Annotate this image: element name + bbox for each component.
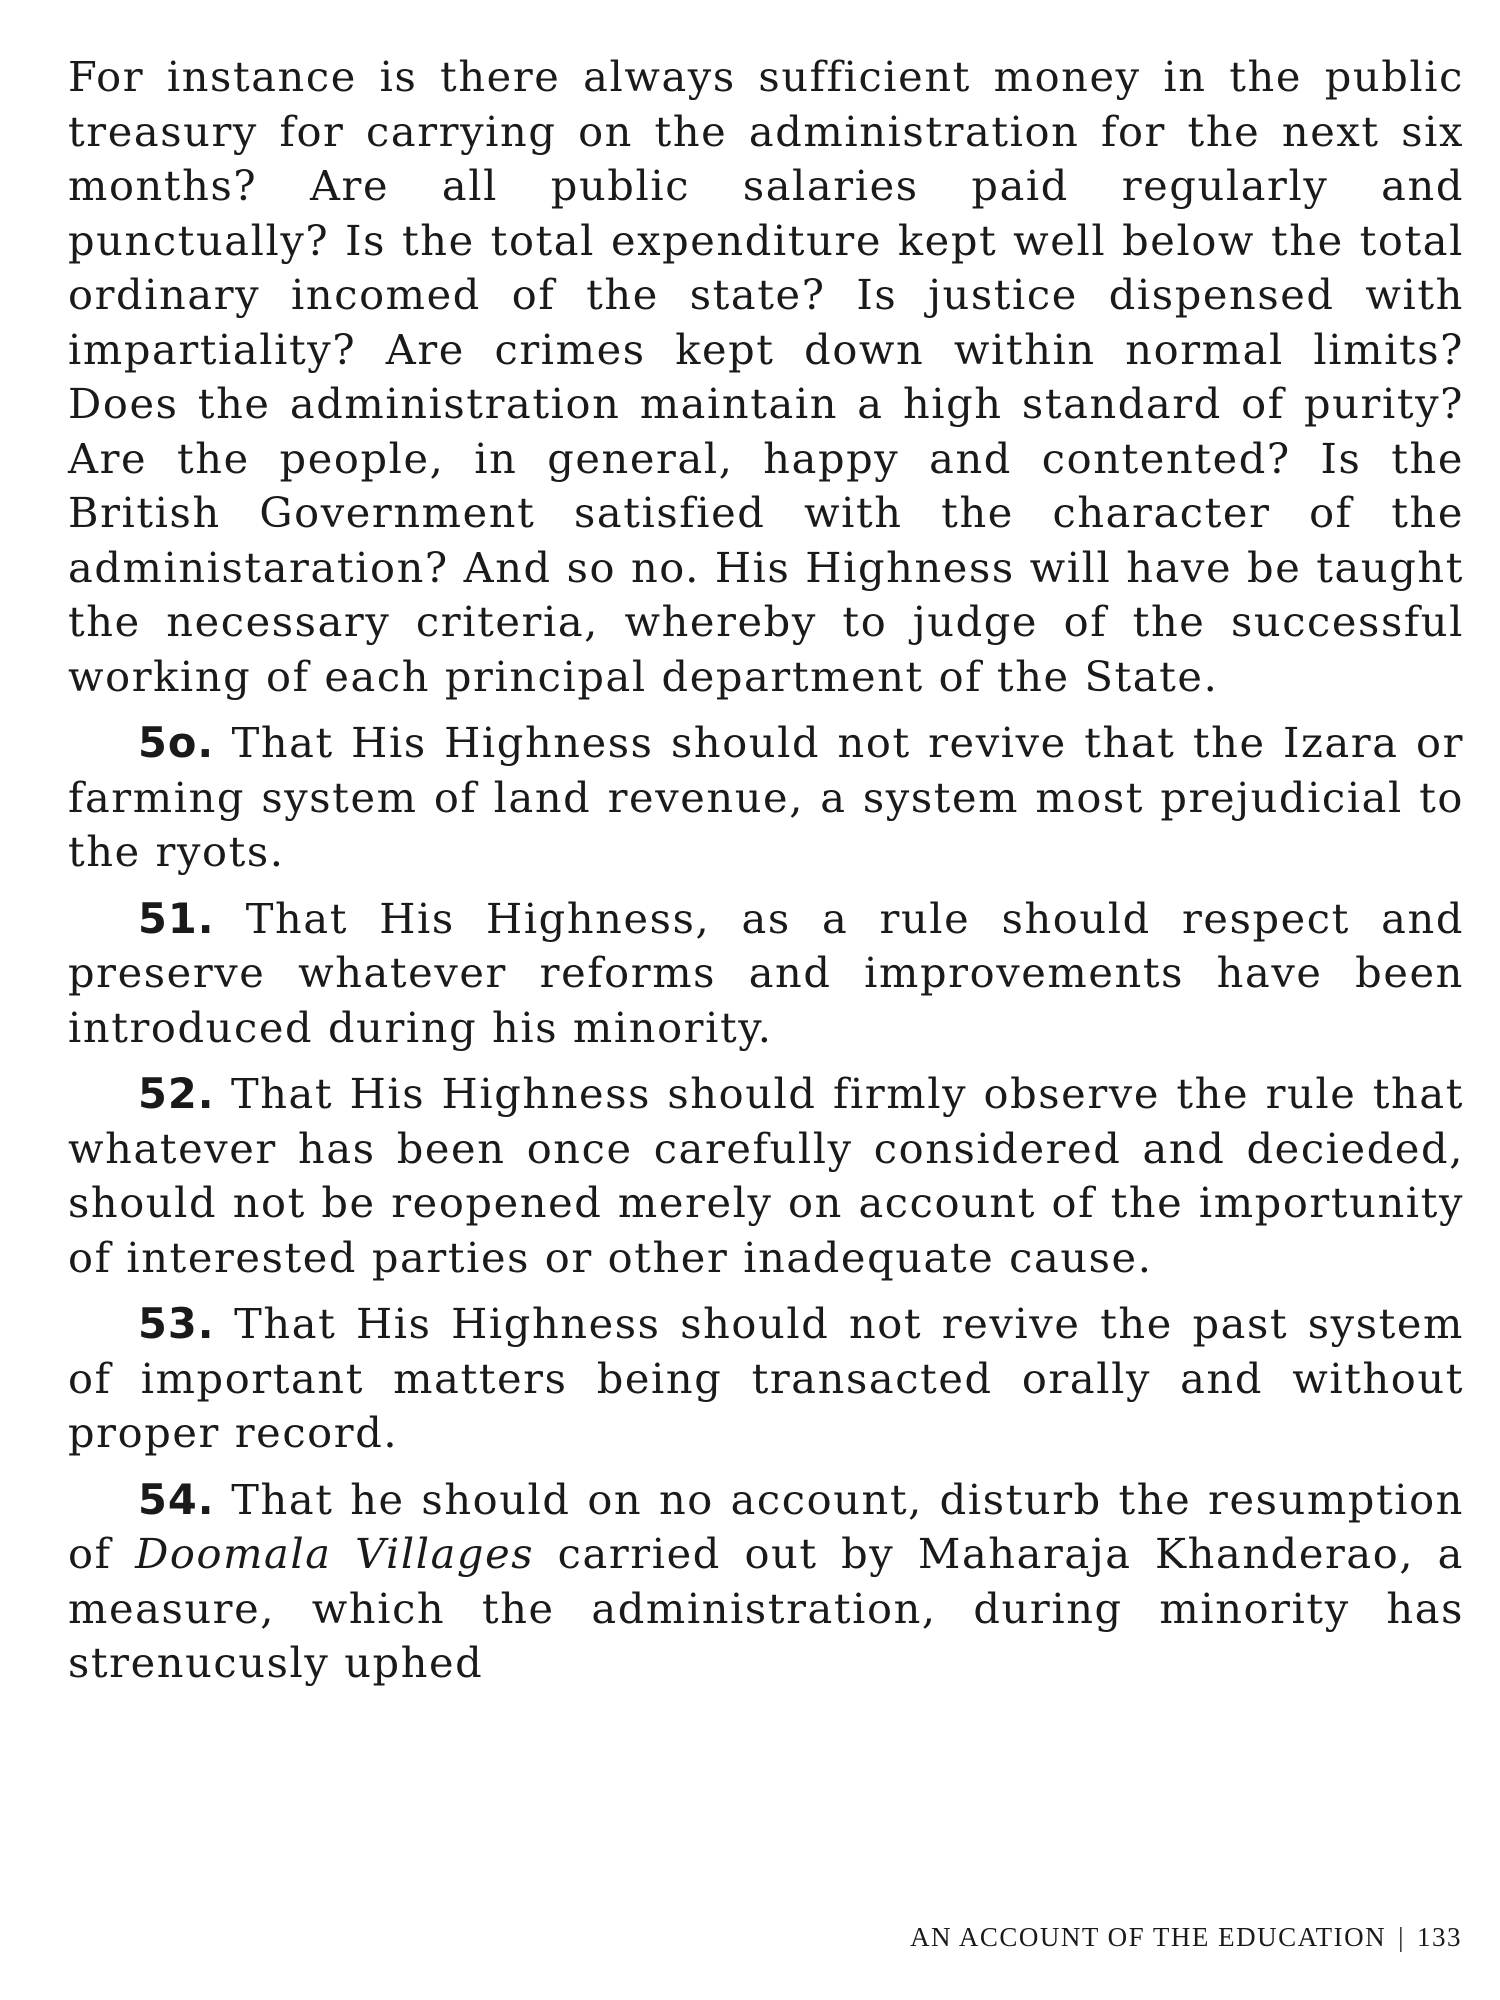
clause-number: 53. <box>138 1299 215 1348</box>
footer-separator: | <box>1398 1922 1405 1952</box>
clause-54 <box>68 1473 1464 1691</box>
clause-text: That His Highness should firmly observe the rule that whatever has been once carefully considered and decieded, should not be reopened merely on account of the importunity of interested parties or other inadequate cause. <box>68 1069 1464 1282</box>
page-footer <box>910 1922 1462 1953</box>
clause-text: That His Highness, as a rule should respect and preserve whatever reforms and improvements have been introduced during his minority. <box>68 893 1464 1052</box>
clause-50 <box>68 716 1464 880</box>
clause-text: That His Highness should not revive that the Izara or farming system of land revenue, a system most prejudicial to the ryots. <box>68 718 1465 876</box>
clause-51 <box>68 892 1464 1056</box>
clause-number: 5o. <box>138 718 215 767</box>
clause-number: 54. <box>138 1474 215 1524</box>
clause-53 <box>68 1297 1464 1461</box>
clause-52 <box>68 1067 1464 1285</box>
clause-text-after: carried out by Maharaja Khanderao, a measure, which the administration, during minority has strenucusly uphed <box>68 1529 1464 1687</box>
clause-text-before: That he should on no account, disturb the resumption of <box>68 1474 1465 1578</box>
intro-paragraph: For instance is there always sufficient money in the public treasury for carrying on the administration for the next six months? Are all public salaries paid regularly and punctually? Is the total expenditure kept well below the total ordinary incomed of the state? Is justice dispensed with impartiality? Are crimes kept down within normal limits? Does the administration maintain a high standard of purity? Are the people, in general, happy and contented? Is the British Government satisfied with the character of the administaration? And so no. His Highness will have be taught the necessary criteria, whereby to judge of the successful working of each principal department of the State. <box>68 52 1464 701</box>
clause-text: That His Highness should not revive the past system of important matters being transacted orally and without proper record. <box>68 1299 1464 1457</box>
page-number: 133 <box>1417 1922 1462 1952</box>
clause-number: 51. <box>138 893 215 943</box>
clause-number: 52. <box>138 1069 215 1118</box>
running-title: AN ACCOUNT OF THE EDUCATION <box>910 1922 1387 1952</box>
clause-emphasis: Doomala Villages <box>135 1529 535 1578</box>
page-body <box>68 50 1464 1703</box>
